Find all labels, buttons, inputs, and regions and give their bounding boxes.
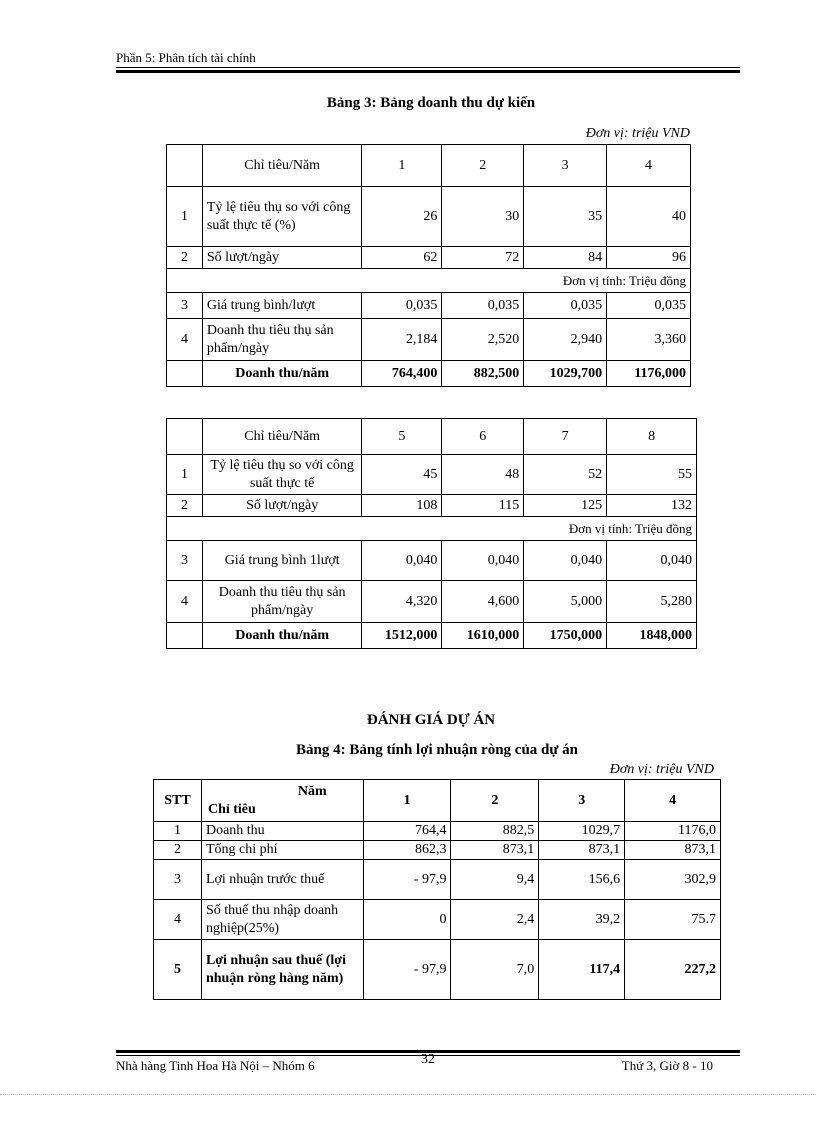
value-cell: 227,2 [625,940,721,1000]
total-row [167,361,691,387]
table3-title: Bảng 3: Bảng doanh thu dự kiến [326,95,536,111]
table-row [167,495,697,517]
table4-title: Bảng 4: Bảng tính lợi nhuận ròng của dự án [296,742,578,758]
year-header: 3 [524,145,607,187]
year-header: 4 [625,780,721,822]
row-number: 1 [167,187,203,247]
total-value: 1029,700 [524,361,607,387]
value-cell: 30 [442,187,524,247]
header-rule-thick [116,70,740,73]
subunit-row [167,517,697,541]
value-cell: 0 [363,900,451,940]
table-row [154,860,721,900]
row-number: 1 [154,822,202,841]
value-cell: 2,184 [362,319,442,361]
row-number: 3 [154,860,202,900]
row-number: 3 [167,293,203,319]
value-cell: 1176,0 [625,822,721,841]
value-cell: 96 [607,247,691,269]
value-cell: 873,1 [625,841,721,860]
table-header-row [167,145,691,187]
table-header-row [154,780,721,822]
value-cell: 55 [607,455,697,495]
year-header: 2 [442,145,524,187]
net-profit-table [153,779,721,1000]
footer-right: Thứ 3, Giờ 8 - 10 [621,1058,713,1073]
value-cell: 764,4 [363,822,451,841]
total-value: 882,500 [442,361,524,387]
value-cell: 35 [524,187,607,247]
value-cell: 0,040 [442,541,524,581]
row-label: Giá trung bình 1lượt [202,541,362,581]
footer-left: Nhà hàng Tinh Hoa Hà Nội – Nhóm 6 [116,1058,315,1073]
value-cell: 52 [524,455,607,495]
value-cell: 873,1 [451,841,539,860]
running-header: Phần 5: Phân tích tài chính [116,50,256,65]
year-header: 1 [362,145,442,187]
row-number: 2 [167,247,203,269]
value-cell: 9,4 [451,860,539,900]
revenue-table-part2 [166,418,697,649]
value-cell: 156,6 [539,860,625,900]
item-axis-label: Chỉ tiêu [207,801,256,817]
table-row [154,841,721,860]
value-cell: 873,1 [539,841,625,860]
value-cell: - 97,9 [363,860,451,900]
year-axis-label: Năm [297,783,327,799]
row-label: Số lượt/ngày [202,247,362,269]
table-row [167,455,697,495]
value-cell: - 97,9 [363,940,451,1000]
row-number: 2 [154,841,202,860]
value-cell: 5,280 [607,581,697,623]
table-cell [167,419,203,455]
value-cell: 7,0 [451,940,539,1000]
table-row [167,187,691,247]
header-label: Chỉ tiêu/Năm [202,419,362,455]
value-cell: 115 [442,495,524,517]
table-row [167,247,691,269]
table3-unit: Đơn vị: triệu VND [585,126,690,141]
table-header-row [167,419,697,455]
table-row [167,319,691,361]
row-label: Doanh thu tiêu thụ sản phẩm/ngày [202,581,362,623]
value-cell: 5,000 [524,581,607,623]
table-cell [167,623,203,649]
value-cell: 2,940 [524,319,607,361]
table-row [154,940,721,1000]
total-row [167,623,697,649]
total-label: Doanh thu/năm [202,361,362,387]
value-cell: 72 [442,247,524,269]
value-cell: 0,035 [362,293,442,319]
diagonal-header [201,780,363,822]
table-row [167,541,697,581]
year-header: 5 [362,419,442,455]
row-label: Lợi nhuận sau thuế (lợi nhuận ròng hàng năm) [201,940,363,1000]
row-number: 1 [167,455,203,495]
row-label: Tỷ lệ tiêu thụ so với công suất thực tế [202,455,362,495]
value-cell: 40 [607,187,691,247]
value-cell: 0,035 [442,293,524,319]
row-label: Tỷ lệ tiêu thụ so với công suất thực tế (%) [202,187,362,247]
total-value: 764,400 [362,361,442,387]
value-cell: 0,040 [362,541,442,581]
row-label: Doanh thu tiêu thụ sản phẩm/ngày [202,319,362,361]
year-header: 4 [607,145,691,187]
total-value: 1512,000 [362,623,442,649]
page-number: 32 [421,1052,435,1067]
row-number: 2 [167,495,203,517]
value-cell: 117,4 [539,940,625,1000]
total-label: Doanh thu/năm [202,623,362,649]
value-cell: 75.7 [625,900,721,940]
row-number: 4 [154,900,202,940]
year-header: 2 [451,780,539,822]
value-cell: 62 [362,247,442,269]
table-row [167,293,691,319]
header-label: Chỉ tiêu/Năm [202,145,362,187]
subunit-label: Đơn vị tính: Triệu đồng [167,269,691,293]
year-header: 7 [524,419,607,455]
value-cell: 125 [524,495,607,517]
row-label: Giá trung bình/lượt [202,293,362,319]
value-cell: 2,4 [451,900,539,940]
total-value: 1848,000 [607,623,697,649]
value-cell: 84 [524,247,607,269]
header-rule-thin [116,67,740,68]
row-label: Lợi nhuận trước thuế [201,860,363,900]
value-cell: 45 [362,455,442,495]
subunit-row [167,269,691,293]
value-cell: 3,360 [607,319,691,361]
total-value: 1610,000 [442,623,524,649]
row-number: 3 [167,541,203,581]
table4-unit: Đơn vị: triệu VND [609,762,714,777]
row-number: 5 [154,940,202,1000]
page-bottom-dotted-line [0,1094,816,1095]
table-cell [167,145,203,187]
table-row [154,822,721,841]
stt-header: STT [154,780,202,822]
value-cell: 4,320 [362,581,442,623]
total-value: 1750,000 [524,623,607,649]
value-cell: 0,040 [607,541,697,581]
row-label: Số lượt/ngày [202,495,362,517]
value-cell: 1029,7 [539,822,625,841]
table-row [167,581,697,623]
year-header: 3 [539,780,625,822]
section-title: ĐÁNH GIÁ DỰ ÁN [366,712,496,728]
row-label: Tổng chi phí [201,841,363,860]
revenue-table-part1 [166,144,691,387]
value-cell: 48 [442,455,524,495]
value-cell: 0,035 [607,293,691,319]
year-header: 6 [442,419,524,455]
row-label: Số thuế thu nhập doanh nghiệp(25%) [201,900,363,940]
value-cell: 108 [362,495,442,517]
table-row [154,900,721,940]
value-cell: 0,035 [524,293,607,319]
total-value: 1176,000 [607,361,691,387]
value-cell: 2,520 [442,319,524,361]
value-cell: 132 [607,495,697,517]
value-cell: 862,3 [363,841,451,860]
row-number: 4 [167,319,203,361]
year-header: 8 [607,419,697,455]
value-cell: 302,9 [625,860,721,900]
value-cell: 4,600 [442,581,524,623]
year-header: 1 [363,780,451,822]
value-cell: 39,2 [539,900,625,940]
value-cell: 0,040 [524,541,607,581]
subunit-label: Đơn vị tính: Triệu đồng [167,517,697,541]
value-cell: 26 [362,187,442,247]
table-cell [167,361,203,387]
value-cell: 882,5 [451,822,539,841]
row-number: 4 [167,581,203,623]
row-label: Doanh thu [201,822,363,841]
